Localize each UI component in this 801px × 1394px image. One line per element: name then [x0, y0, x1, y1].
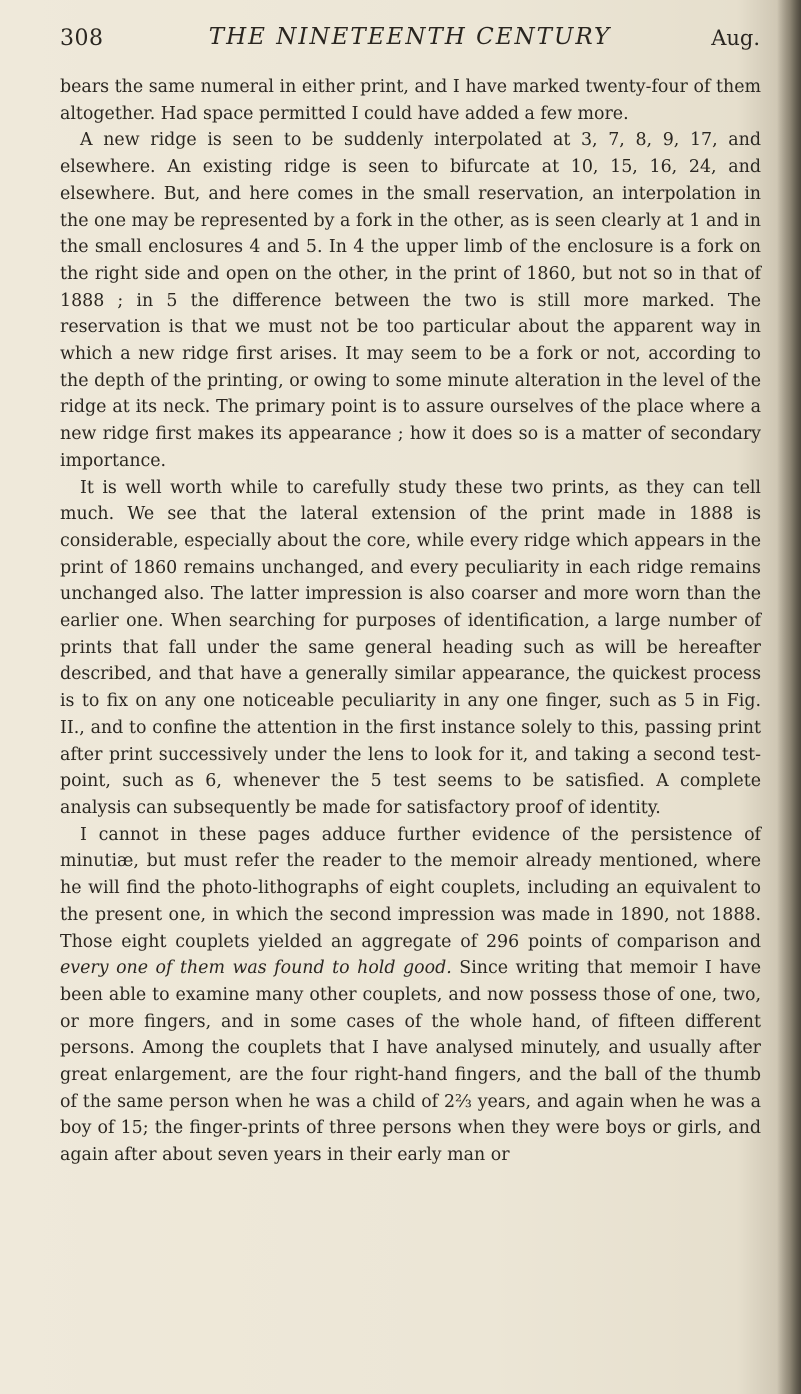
page-header	[60, 22, 760, 58]
running-title: THE NINETEENTH CENTURY	[208, 24, 612, 50]
paragraph-4	[60, 822, 761, 1169]
paragraph-3: It is well worth while to carefully study these two prints, as they can tell much. We see that the lateral extension of the print made in 1888 is considerable, especially about the core, while every ridge which appears in the print of 1860 remains unchanged, and every peculiarity in each ridge remains unchanged also. The latter impression is also coarser and more worn than the earlier one. When searching for purposes of identification, a large number of prints that fall under the same general heading such as will be hereafter described, and that have a generally similar appearance, the quickest process is to fix on any one noticeable peculiarity in any one finger, such as 5 in Fig. II., and to confine the attention in the first instance solely to this, passing print after print successively under the lens to look for it, and taking a second test-point, such as 6, whenever the 5 test seems to be satisfied. A complete analysis can subsequently be made for satisfactory proof of identity.	[60, 477, 761, 818]
paragraph-1: bears the same numeral in either print, and I have marked twenty-four of them altogether. Had space permitted I could have added a few more.	[60, 77, 761, 124]
body-text	[60, 74, 761, 1169]
paragraph-2: A new ridge is seen to be suddenly interpolated at 3, 7, 8, 9, 17, and elsewhere. An existing ridge is seen to bifurcate at 10, 15, 16, 24, and elsewhere. But, and here comes in the small reservation, an interpolation in the one may be represented by a fork in the other, as is seen clearly at 1 and in the small enclosures 4 and 5. In 4 the upper limb of the enclosure is a fork on the right side and open on the other, in the print of 1860, but not so in that of 1888 ; in 5 the difference between the two is still more marked. The reservation is that we must not be too particular about the apparent way in which a new ridge first arises. It may seem to be a fork or not, according to the depth of the printing, or owing to some minute alteration in the level of the ridge at its neck. The primary point is to assure ourselves of the place where a new ridge first makes its appearance ; how it does so is a matter of secondary importance.	[60, 130, 761, 471]
page-edge-shadow	[777, 0, 801, 1394]
paragraph-4-text-before: I cannot in these pages adduce further evidence of the persistence of minutiæ, but must refer the reader to the memoir already mentioned, where he will find the photo-lithographs of eight couplets, including an equivalent to the present one, in which the second impression was made in 1890, not 1888. Those eight couplets yielded an aggregate of 296 points of comparison and	[60, 824, 761, 952]
page-number: 308	[60, 26, 104, 51]
paragraph-4-italic-text: every one of them was found to hold good.	[60, 958, 452, 979]
paragraph-4-text-after: Since writing that memoir I have been able to examine many other couplets, and now possess those of one, two, or more fingers, and in some cases of the whole hand, of fifteen different persons. Among the couplets that I have analysed minutely, and usually after great enlargement, are the four right-hand fingers, and the ball of the thumb of the same person when he was a child of 2⅔ years, and again when he was a boy of 15; the finger-prints of three persons when they were boys or girls, and again after about seven years in their early man or	[60, 958, 761, 1166]
header-month: Aug.	[711, 26, 760, 50]
